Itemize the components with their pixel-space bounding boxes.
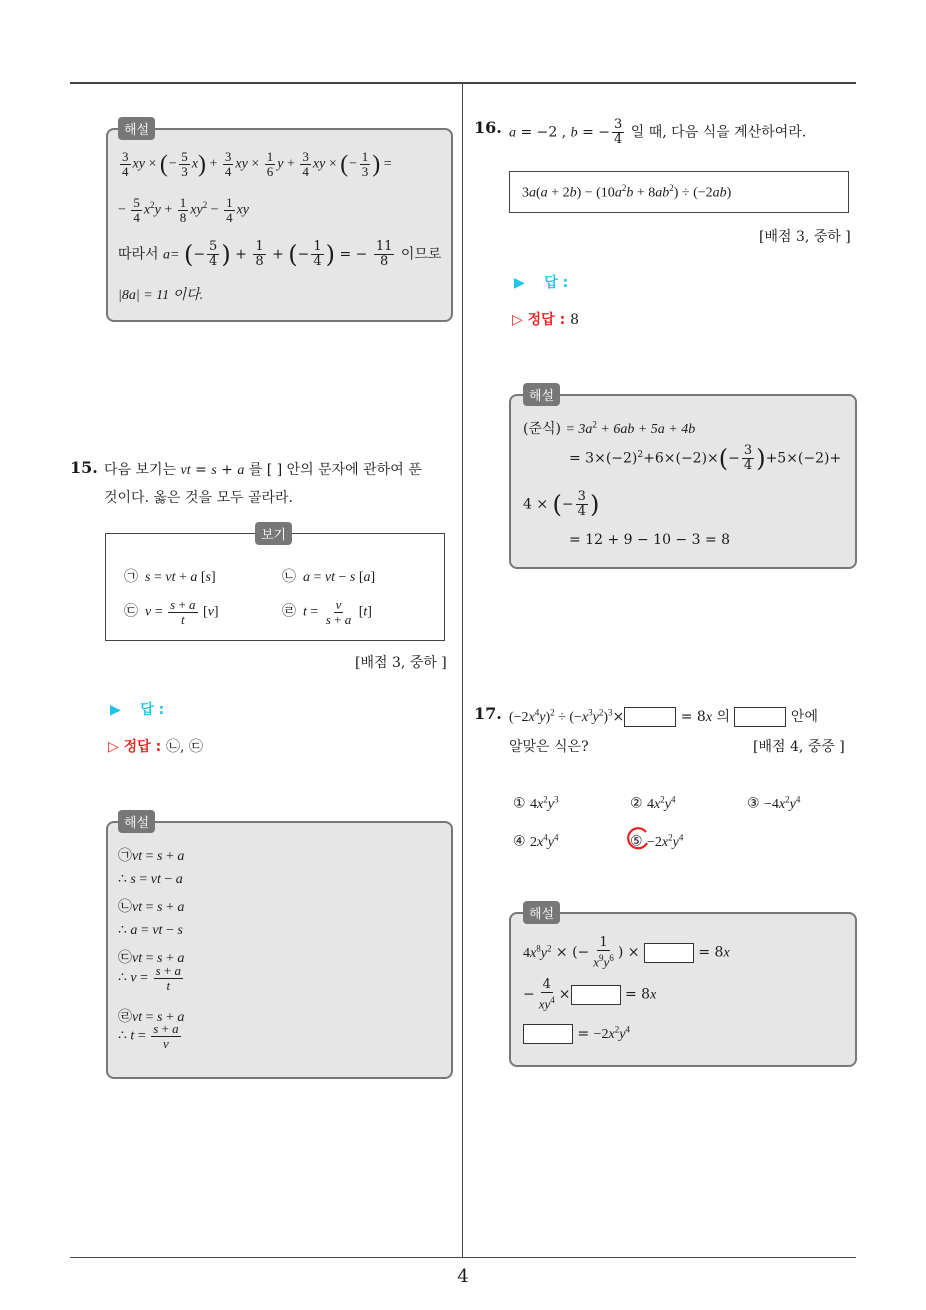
sol15-l4: ∴ a = vt − s: [118, 923, 183, 938]
sol14-line3-end: 이므로: [400, 246, 442, 263]
choice-5-mark: ⑤: [630, 833, 643, 850]
sol16-l4: = 12 + 9 − 10 − 3 = 8: [569, 532, 731, 548]
sol17-blank-2: [571, 985, 621, 1005]
sol15-l5: ㉢vt = s + a: [118, 951, 185, 966]
q17-blank-1: [624, 707, 676, 727]
q16-answer-label: 답 :: [544, 275, 569, 291]
sol16-l3: 4 × (− $\frac{3}{4}$ ): [523, 489, 600, 519]
q15-text-a: 다음 보기는: [104, 462, 177, 478]
bogi-item-4: ㉣ t = $\frac{v}{s + a}$ [t]: [282, 597, 372, 627]
solution-tag-15: 해설: [118, 810, 155, 833]
q16-number: 16.: [474, 118, 502, 137]
answer-arrow-icon: ▶: [110, 702, 121, 718]
q17-number: 17.: [474, 704, 502, 723]
sol17-l1: $4x^8y^2$ × (− $\frac{1}{x^9y^6}$ ) × = 8x: [523, 935, 730, 970]
sol15-l8: ∴ t = $\frac{s + a}{v}$: [118, 1021, 179, 1051]
q15-text-b: 를 [ ] 안의 문자에 관하여 푼: [248, 462, 422, 478]
solution-tag-14: 해설: [118, 117, 155, 140]
sol14-line3-var: a=: [163, 247, 180, 263]
solution-box-17: [509, 912, 857, 1067]
top-rule: [70, 82, 856, 84]
q17-choice-5[interactable]: ⑤ $-2x^2y^4$: [630, 832, 684, 850]
sol14-line3: 따라서 a= (− $\frac{5}{4}$ ) + $\frac{1}{8}$ + (− $\frac{1}{4}$ ) = − $\frac{11}{8}$ 이므로: [118, 239, 442, 269]
q16-score: [배점 3, 중하 ]: [759, 229, 851, 245]
sol14-line2: − $\frac{5}{4}$ $x^2y$ + $\frac{1}{8}$ $xy^2$ − $\frac{1}{4}$ xy: [118, 195, 250, 225]
sol17-l3: = $-2x^2y^4$: [523, 1024, 630, 1044]
q15-bogi-box: [105, 533, 445, 641]
bogi-item-1: ㉠ s = vt + a [s]: [124, 570, 216, 585]
sol14-line1: $\frac{3}{4}$ xy × (− $\frac{5}{3}$ x) + $\frac{3}{4}$ xy × $\frac{1}{6}$ y + $\frac{3}{4}$ xy × (− $\frac{1}{3}$ ) =: [122, 149, 392, 179]
choice-3-mark: ③: [747, 795, 760, 812]
q15-answer-label: 답 :: [140, 702, 165, 718]
sol14-line4: |8a| = 11 이다.: [118, 288, 204, 303]
sol17-blank-3: [523, 1024, 573, 1044]
sol16-lead: (준식): [523, 421, 561, 437]
q15-answer-row: [110, 699, 164, 719]
bottom-rule: [70, 1257, 856, 1258]
q16-condition: a = −2 , b = − $\frac{3}{4}$ 일 때, 다음 식을 계산하여라.: [509, 117, 807, 147]
q16-expression-box: [509, 171, 849, 213]
q15-correct-label: 정답 :: [123, 739, 162, 755]
q15-correct-row: [108, 736, 203, 756]
q16-correct-value: 8: [570, 312, 579, 328]
solution-box-15: [106, 821, 453, 1079]
q17-choice-2[interactable]: ② $4x^2y^4$: [630, 794, 676, 812]
q17-line1: $(-2x^4y)^2 \div (-x^3y^2)^3\times = 8x$ 의 안에: [509, 707, 818, 725]
q17-blank-2: [734, 707, 786, 727]
q15-score: [배점 3, 중하 ]: [355, 655, 447, 671]
answer-arrow-icon: ▶: [514, 275, 525, 291]
sol17-l2: − $\frac{4}{xy^4}$ × = 8x: [523, 977, 657, 1012]
q17-choice-3[interactable]: ③ $-4x^2y^4$: [747, 794, 801, 812]
choice-4-mark: ④: [513, 833, 526, 850]
sol15-l3: ㉡vt = s + a: [118, 900, 185, 915]
q15-text-line2: 것이다. 옳은 것을 모두 골라라.: [104, 490, 293, 506]
solution-box-16: [509, 394, 857, 569]
sol15-l1: ㉠vt = s + a: [118, 849, 185, 864]
q15-number: 15.: [70, 458, 98, 477]
sol15-l7: ㉣vt = s + a: [118, 1010, 185, 1025]
bogi-tag: 보기: [255, 522, 292, 545]
selected-answer-circle-icon: [622, 823, 652, 853]
q17-end-text: 안에: [790, 709, 818, 725]
sol15-l6: ∴ v = $\frac{s + a}{t}$: [118, 963, 181, 993]
bogi-item-3: ㉢ v = $\frac{s + a}{t}$ [v]: [124, 597, 219, 627]
q16-answer-row: [514, 272, 568, 292]
q16-expression: $3a(a + 2b) - (10a^2b + 8ab^2) \div (-2ab)$: [522, 183, 732, 201]
choice-2-mark: ②: [630, 795, 643, 812]
q16-condition-text: 일 때, 다음 식을 계산하여라.: [630, 124, 807, 141]
bogi-item-2: ㉡ a = vt − s [a]: [282, 570, 376, 585]
choice-1-mark: ①: [513, 795, 526, 812]
q17-mid-text: 의: [716, 709, 731, 725]
sol16-l2: = $3\times(-2)^2+6\times(-2)\times(-$ $\frac{3}{4}$ )+5×(−2)+: [569, 443, 842, 473]
sol15-l2: ∴ s = vt − a: [118, 872, 183, 887]
q17-line2: 알맞은 식은?: [509, 739, 589, 755]
page-number: 4: [457, 1266, 469, 1287]
q15-text-line1: 다음 보기는 vt = s + a 를 [ ] 안의 문자에 관하여 푼: [104, 462, 422, 478]
sol14-line3-text: 따라서: [118, 246, 159, 263]
solution-tag-16: 해설: [523, 383, 560, 406]
q17-choice-1[interactable]: ① $4x^2y^3$: [513, 794, 559, 812]
q15-correct-value: ㉡, ㉢: [166, 739, 203, 755]
q17-choice-4[interactable]: ④ $2x^4y^4$: [513, 832, 559, 850]
column-divider: [462, 84, 463, 1258]
solution-tag-17: 해설: [523, 901, 560, 924]
q16-correct-label: 정답 :: [527, 312, 566, 328]
q17-score: [배점 4, 중중 ]: [753, 739, 845, 755]
q16-correct-row: [512, 309, 579, 329]
solution-box-14: [106, 128, 453, 322]
sol17-blank-1: [644, 943, 694, 963]
correct-arrow-icon: ▷: [108, 739, 119, 755]
correct-arrow-icon: ▷: [512, 312, 523, 328]
sol16-l1: (준식) = $3a^2 + 6ab + 5a + 4b$: [523, 419, 696, 437]
